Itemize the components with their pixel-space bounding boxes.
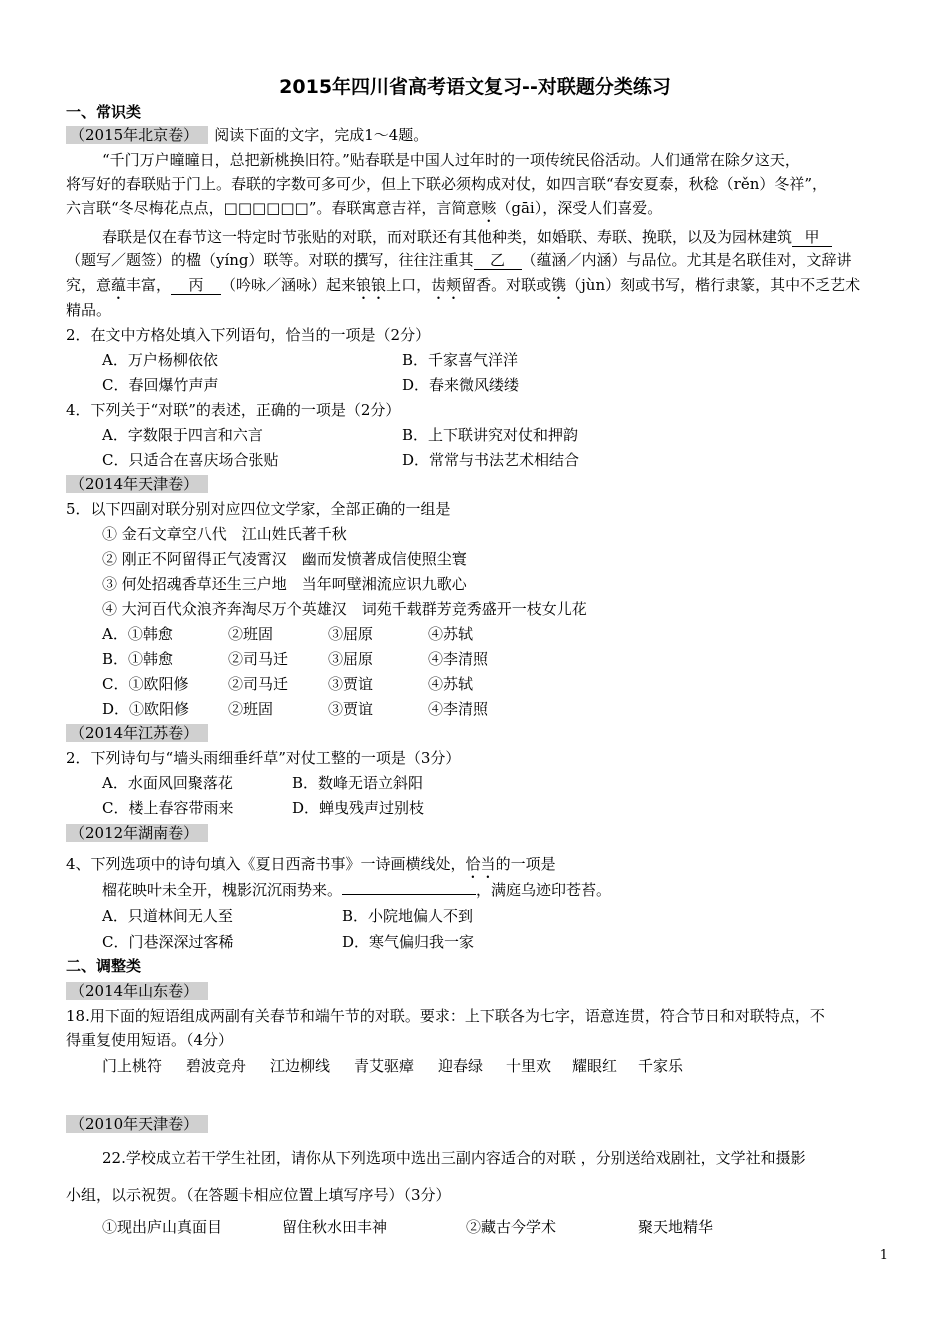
passage-header xyxy=(66,125,428,145)
q4-option-c: C．只适合在喜庆场合张贴 xyxy=(102,451,279,469)
source-tag: （2014年天津卷） xyxy=(66,475,208,493)
blank-yi: 乙 xyxy=(474,252,522,270)
dotted-text: 锒锒 xyxy=(356,276,387,294)
phrase-item: 江边柳线 xyxy=(270,1057,331,1075)
shandong-question-line1: 18.用下面的短语组成两副有关春节和端午节的对联。要求：上下联各为七字，语意连贯，符合节日和对联特点，不 xyxy=(66,1007,825,1025)
couplet-option: 留住秋水田丰神 xyxy=(282,1218,388,1236)
passage-p2-line4: 精品。 xyxy=(66,301,112,319)
dotted-text: 蕴 xyxy=(111,276,127,294)
hunan-option-b: B．小院地偏人不到 xyxy=(342,907,474,925)
option-cell: ②班固 xyxy=(228,625,274,643)
text-run: 榴花映叶未全开，槐影沉沉雨势来。 xyxy=(102,881,343,899)
page-title: 2015年四川省高考语文复习--对联题分类练习 xyxy=(279,76,671,98)
hunan-poem-line xyxy=(102,880,611,900)
couplet-2: ② 刚正不阿留得正气凌霄汉 幽而发愤著成信使照尘寰 xyxy=(102,550,467,568)
option-cell: A．①韩愈 xyxy=(102,625,173,643)
phrase-item: 耀眼红 xyxy=(572,1057,618,1075)
option-cell: ③屈原 xyxy=(328,625,374,643)
option-cell: ④苏轼 xyxy=(428,675,474,693)
hunan-option-d: D．寒气偏归我一家 xyxy=(342,933,475,951)
text-run: 4、下列选项中的诗句填入《夏日西斋书事》一诗画横线处， xyxy=(66,855,466,873)
jiangsu-question-stem: 2．下列诗句与“墙头雨细垂纤草”对仗工整的一项是（3分） xyxy=(66,749,461,767)
question-2-stem: 2．在文中方格处填入下列语句，恰当的一项是（2分） xyxy=(66,326,431,344)
jiangsu-option-d: D．蝉曳残声过别枝 xyxy=(292,799,425,817)
q2-option-d: D．春来微风缕缕 xyxy=(402,376,520,394)
option-cell: ②班固 xyxy=(228,700,274,718)
hunan-option-c: C．门巷深深过客稀 xyxy=(102,933,234,951)
q4-option-a: A．字数限于四言和六言 xyxy=(102,426,263,444)
option-cell: ③贾谊 xyxy=(328,675,374,693)
text-run: 留香。对联或 xyxy=(461,276,552,294)
q2-option-c: C．春回爆竹声声 xyxy=(102,376,219,394)
text-run: 丰富， xyxy=(126,276,172,294)
text-run: （题写／题签）的楹（yíng）联等。对联的撰写，往往注重其 xyxy=(66,251,474,269)
text-run: 究，意 xyxy=(66,276,112,294)
option-cell: ④李清照 xyxy=(428,700,489,718)
source-hunan-2012 xyxy=(66,823,208,843)
dotted-text: 赅 xyxy=(481,199,497,217)
passage-p1-line2: 将写好的春联贴于门上。春联的字数可多可少，但上下联必须构成对仗，如四言联“春安夏泰，秋稔（rěn）冬祥”， xyxy=(66,175,828,193)
tianjin-2010-question-line2: 小组，以示祝贺。（在答题卡相应位置上填写序号）（3分） xyxy=(66,1186,451,1204)
phrase-item: 碧波竞舟 xyxy=(186,1057,247,1075)
couplet-option: ①现出庐山真面目 xyxy=(102,1218,223,1236)
section-heading-1: 一、常识类 xyxy=(66,103,142,121)
option-cell: ④苏轼 xyxy=(428,625,474,643)
source-jiangsu-2014 xyxy=(66,723,208,743)
passage-p2-line1 xyxy=(102,227,832,247)
hunan-question-stem xyxy=(66,854,556,882)
source-tag: （2012年湖南卷） xyxy=(66,824,208,842)
source-tag: （2014年江苏卷） xyxy=(66,724,208,742)
option-cell: ④李清照 xyxy=(428,650,489,668)
source-tag: （2015年北京卷） xyxy=(66,126,208,144)
option-cell: ②司马迁 xyxy=(228,675,289,693)
jiangsu-option-a: A．水面风回聚落花 xyxy=(102,774,233,792)
source-shandong-2014 xyxy=(66,981,208,1001)
dotted-text: 恰当 xyxy=(465,855,496,873)
phrase-item: 青艾驱瘴 xyxy=(354,1057,415,1075)
phrase-item: 十里欢 xyxy=(506,1057,552,1075)
text-run: 春联是仅在春节这一特定时节张贴的对联，而对联还有其他种类，如婚联、寿联、挽联，以及为园林建筑 xyxy=(102,228,793,246)
hunan-option-a: A．只道林间无人至 xyxy=(102,907,233,925)
passage-p1-line1: “千门万户曈曈日，总把新桃换旧符。”贴春联是中国人过年时的一项传统民俗活动。人们通常在除夕这天， xyxy=(102,151,800,169)
couplet-4: ④ 大河百代众浪齐奔淘尽万个英雄汉 词苑千载群芳竞秀盛开一枝女儿花 xyxy=(102,600,587,618)
option-cell: ③屈原 xyxy=(328,650,374,668)
jiangsu-option-b: B．数峰无语立斜阳 xyxy=(292,774,424,792)
source-tianjin-2014 xyxy=(66,474,208,494)
source-tianjin-2010 xyxy=(66,1114,208,1134)
passage-p1-line3 xyxy=(66,198,662,226)
text-run: （gāi），深受人们喜爱。 xyxy=(496,199,663,217)
blank-bing: 丙 xyxy=(171,277,221,295)
source-tag: （2014年山东卷） xyxy=(66,982,208,1000)
passage-instruction: 阅读下面的文字，完成1～4题。 xyxy=(214,126,429,144)
jiangsu-option-c: C．楼上春容带雨来 xyxy=(102,799,234,817)
phrase-item: 迎春绿 xyxy=(438,1057,484,1075)
text-run: 上口， xyxy=(386,276,432,294)
text-run: （蕴涵／内涵）与品位。尤其是名联佳对，文辞讲 xyxy=(521,251,852,269)
shandong-question-line2: 得重复使用短语。（4分） xyxy=(66,1031,234,1049)
option-cell: C．①欧阳修 xyxy=(102,675,189,693)
option-cell: ③贾谊 xyxy=(328,700,374,718)
q2-option-a: A．万户杨柳依依 xyxy=(102,351,218,369)
couplet-3: ③ 何处招魂香草还生三户地 当年呵壁湘流应识九歌心 xyxy=(102,575,467,593)
option-cell: ②司马迁 xyxy=(228,650,289,668)
question-4-stem: 4．下列关于“对联”的表述，正确的一项是（2分） xyxy=(66,401,401,419)
page-number: 1 xyxy=(879,1248,888,1263)
text-run: ，满庭乌迹印苍苔。 xyxy=(476,881,612,899)
text-run: （jùn）刻或书写，楷行隶篆，其中不乏艺术 xyxy=(566,276,861,294)
dotted-text: 齿颊 xyxy=(431,276,462,294)
section-heading-2: 二、调整类 xyxy=(66,957,142,975)
passage-p2-line2 xyxy=(66,250,852,270)
phrase-item: 门上桃符 xyxy=(102,1057,163,1075)
text-run: 的一项是 xyxy=(495,855,556,873)
phrase-item: 千家乐 xyxy=(638,1057,684,1075)
q4-option-d: D．常常与书法艺术相结合 xyxy=(402,451,580,469)
q4-option-b: B．上下联讲究对仗和押韵 xyxy=(402,426,579,444)
q2-option-b: B．千家喜气洋洋 xyxy=(402,351,519,369)
tianjin-2010-question-line1: 22.学校成立若干学生社团，请你从下列选项中选出三副内容适合的对联 ，分别送给戏剧社，文学社和摄影 xyxy=(102,1149,806,1167)
couplet-option: 聚天地精华 xyxy=(638,1218,714,1236)
couplet-1: ① 金石文章空八代 江山姓氏著千秋 xyxy=(102,525,347,543)
dotted-text: 镌 xyxy=(551,276,567,294)
text-run: 六言联“冬尽梅花点点，□□□□□□”。春联寓意吉祥，言简意 xyxy=(66,199,482,217)
question-5-stem: 5．以下四副对联分别对应四位文学家，全部正确的一组是 xyxy=(66,500,451,518)
blank-jia: 甲 xyxy=(792,229,832,247)
couplet-option: ②藏古今学术 xyxy=(466,1218,557,1236)
poem-blank xyxy=(342,894,476,895)
option-cell: B．①韩愈 xyxy=(102,650,174,668)
option-cell: D．①欧阳修 xyxy=(102,700,190,718)
source-tag: （2010年天津卷） xyxy=(66,1115,208,1133)
text-run: （吟咏／涵咏）起来 xyxy=(221,276,357,294)
passage-p2-line3 xyxy=(66,275,860,303)
